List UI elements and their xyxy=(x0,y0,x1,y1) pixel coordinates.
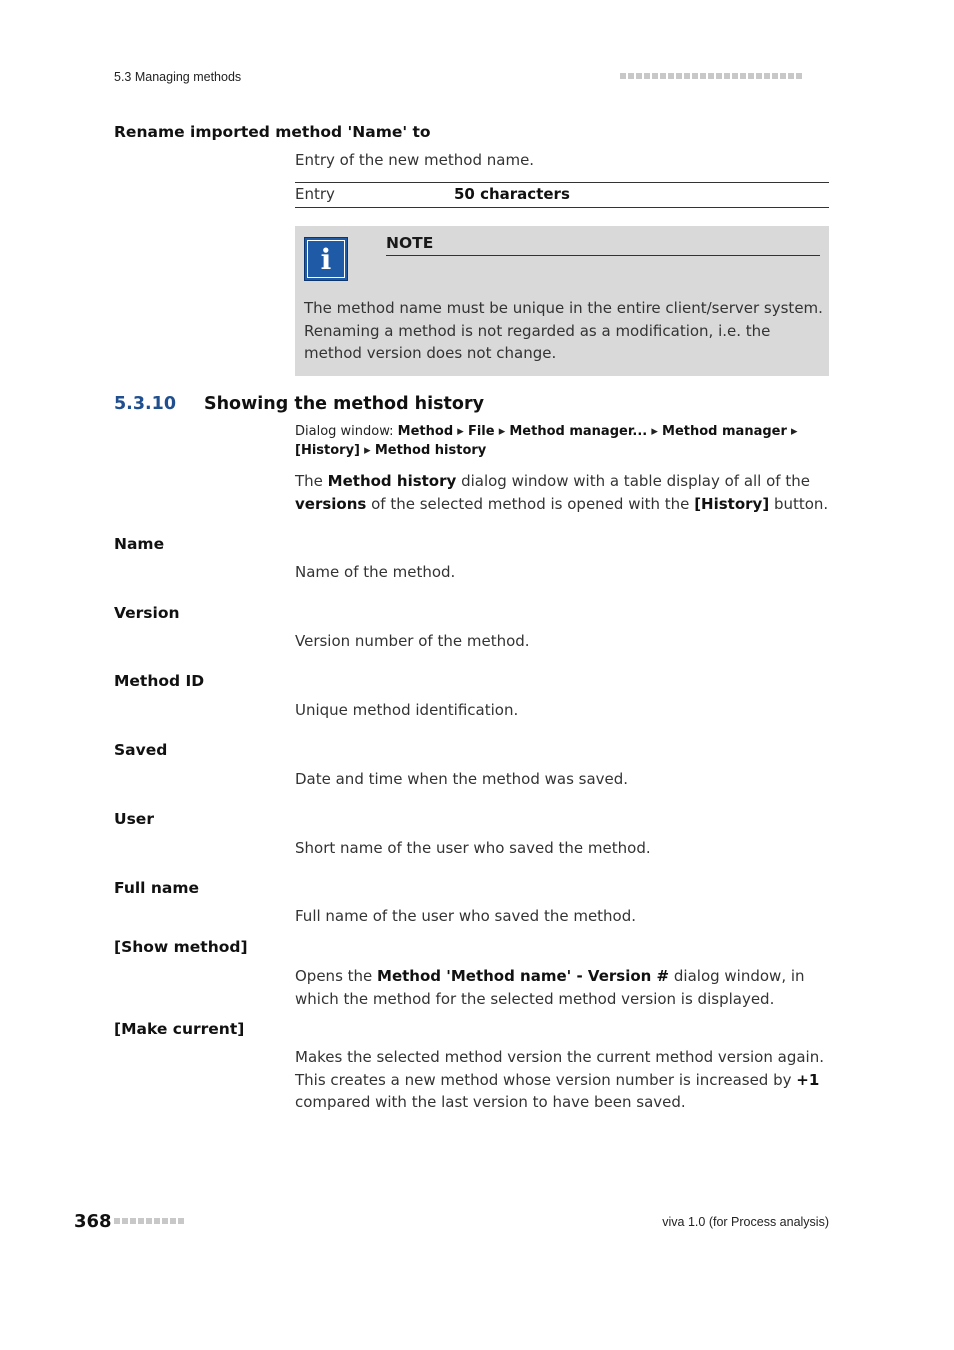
triangle-icon: ▸ xyxy=(791,424,798,439)
section-title: Showing the method history xyxy=(204,394,484,414)
desc-rename: Entry of the new method name. xyxy=(295,151,535,169)
term-make-current: [Make current] xyxy=(114,1020,245,1038)
header-decoration xyxy=(620,73,802,79)
info-icon: i xyxy=(304,237,348,281)
term-rename: Rename imported method 'Name' to xyxy=(114,123,431,141)
desc-show-method: Opens the Method 'Method name' - Version # dialog window, in which the method for the selected method version is displayed. xyxy=(295,967,805,1008)
term-show-method: [Show method] xyxy=(114,938,248,956)
menu-item-method-history: Method history xyxy=(374,443,487,458)
note-text: The method name must be unique in the entire client/server system. Renaming a method is not regarded as a modification, i.e. the method version does not change. xyxy=(304,299,823,362)
desc-name: Name of the method. xyxy=(295,563,456,581)
menu-item-method-manager-dots: Method manager... xyxy=(509,424,648,439)
section-intro: The Method history dialog window with a table display of all of the versions of the selected method is opened with the [History] button. xyxy=(295,472,829,513)
entry-label: Entry xyxy=(295,185,335,203)
triangle-icon: ▸ xyxy=(498,424,506,439)
entry-value: 50 characters xyxy=(454,185,570,203)
entry-table xyxy=(295,182,829,208)
menu-item-method-manager: Method manager xyxy=(662,424,787,439)
desc-user: Short name of the user who saved the method. xyxy=(295,839,651,857)
triangle-icon: ▸ xyxy=(457,424,464,439)
desc-method-id: Unique method identification. xyxy=(295,701,519,719)
desc-saved: Date and time when the method was saved. xyxy=(295,770,629,788)
section-number: 5.3.10 xyxy=(114,394,177,414)
desc-full-name: Full name of the user who saved the method. xyxy=(295,907,637,925)
menu-item-history: [History] xyxy=(295,443,360,458)
term-version: Version xyxy=(114,604,180,622)
note-title: NOTE xyxy=(386,234,820,256)
menu-item-file: File xyxy=(467,424,495,439)
triangle-icon: ▸ xyxy=(364,443,371,458)
desc-version: Version number of the method. xyxy=(295,632,530,650)
running-header: 5.3 Managing methods xyxy=(114,70,242,84)
menu-item-method: Method xyxy=(397,424,454,439)
term-full-name: Full name xyxy=(114,879,200,897)
term-name: Name xyxy=(114,535,165,553)
triangle-icon: ▸ xyxy=(651,424,658,439)
page-number: 368 xyxy=(74,1211,112,1232)
footer-decoration xyxy=(114,1218,184,1224)
note-box xyxy=(295,226,829,376)
term-user: User xyxy=(114,810,154,828)
term-saved: Saved xyxy=(114,741,168,759)
desc-make-current: Makes the selected method version the current method version again. This creates a new method whose version number is increased by +1 compared with the last version to have been saved. xyxy=(295,1048,824,1111)
dialog-path: Dialog window: Method ▸ File ▸ Method manager... ▸ Method manager ▸ [History] ▸ Method history xyxy=(295,424,798,458)
product-name: viva 1.0 (for Process analysis) xyxy=(662,1215,829,1229)
term-method-id: Method ID xyxy=(114,672,205,690)
